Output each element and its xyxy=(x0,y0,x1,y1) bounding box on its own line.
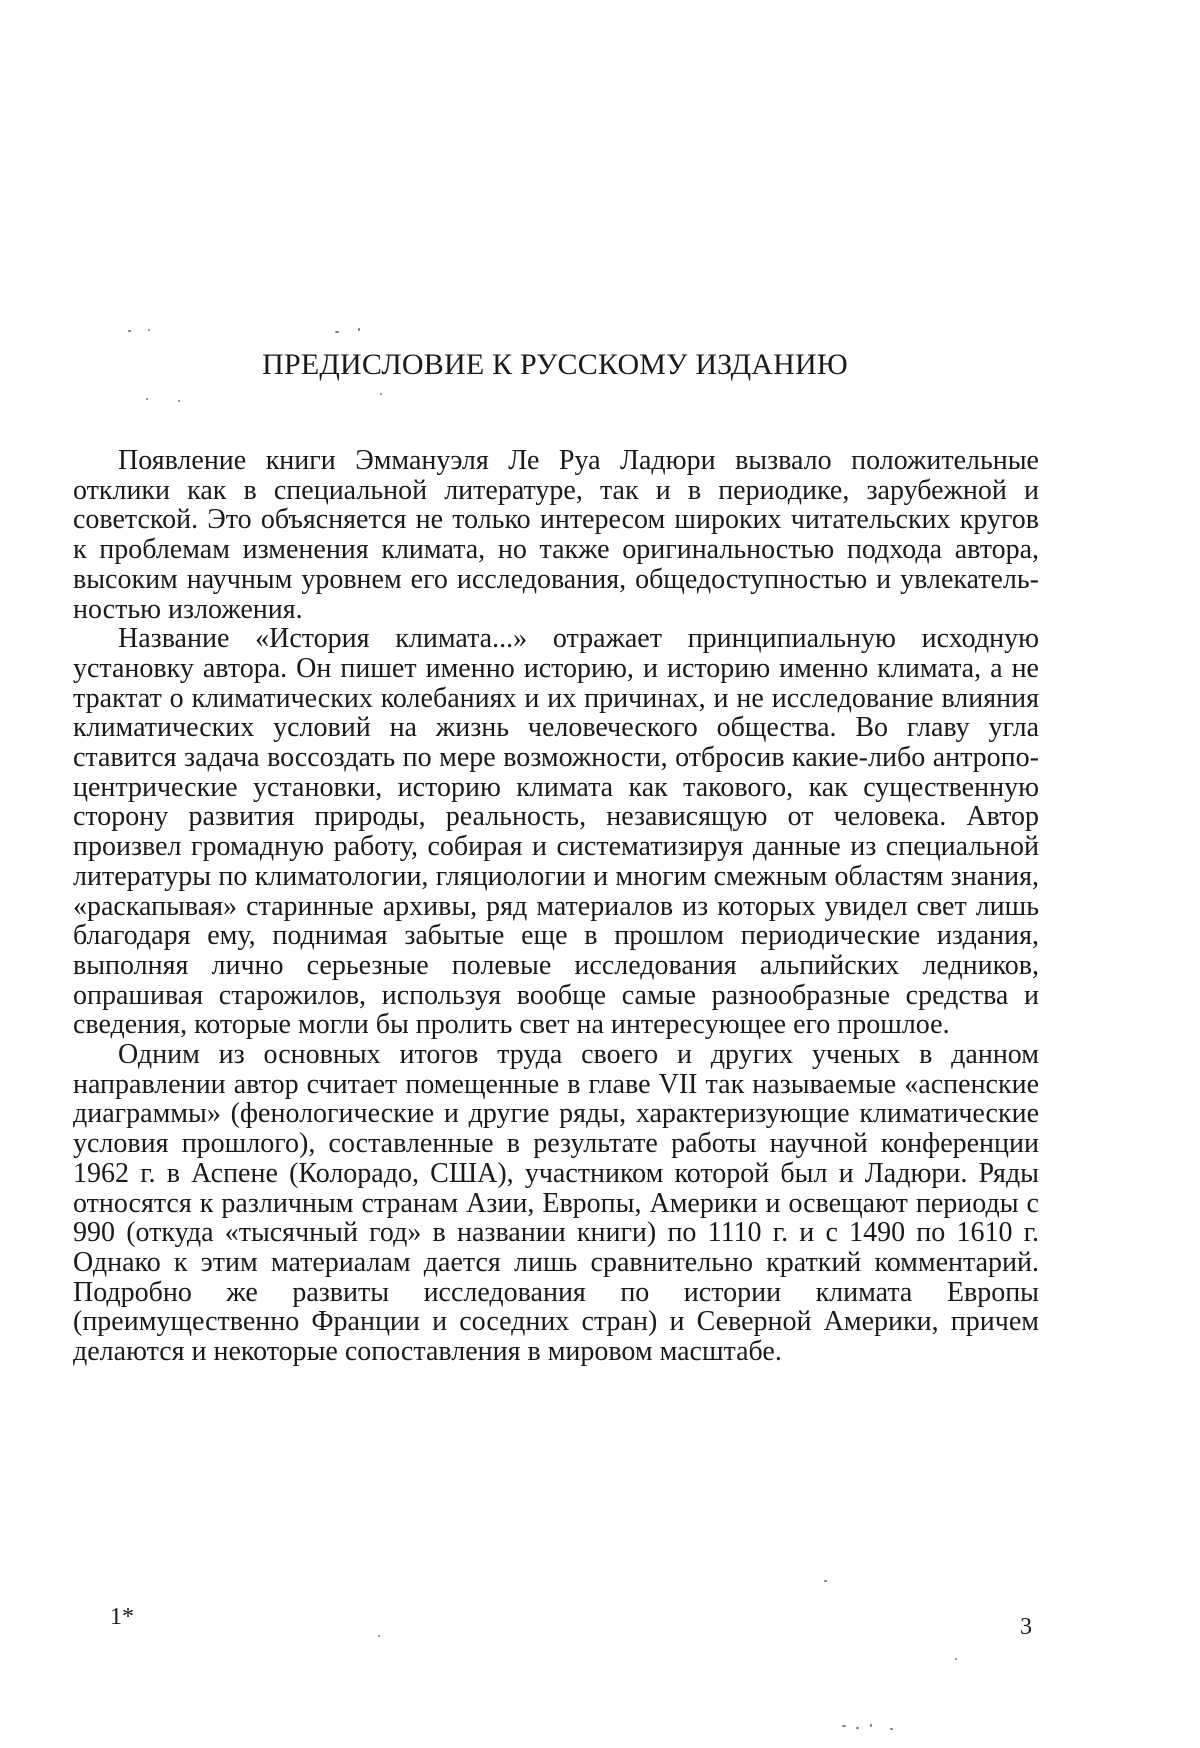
scan-speck xyxy=(856,1727,859,1729)
scan-speck xyxy=(842,1725,846,1727)
scan-speck xyxy=(870,1724,872,1727)
scan-speck xyxy=(358,328,360,331)
paragraph-3: Одним из основных итогов труда своего и других ученых в дан­ном направлении автор считает помещенные в главе VII так называемые «аспенские диаграммы» (фенологические и другие ряды, характеризующие климатические условия прошлого), соста­вленные в результате работы научной конференции 1962 г. в Аспене (Колорадо, США), участником которой был и Ладюри. Ряды относятся к различным странам Азии, Европы, Америки и освещают периоды с 990 (откуда «тысячный год» в названии книги) по 1110 г. и с 1490 по 1610 г. Однако к этим материалам дается лишь сравнительно краткий комментарий. Подробно же развиты исследования по истории климата Европы (преимущественно Франции и соседних стран) и Северной Америки, причем делаются и некоторые сопоставления в мировом масштабе. xyxy=(73,1040,1039,1367)
body-text xyxy=(73,446,1039,1367)
page-title: ПРЕДИСЛОВИЕ К РУССКОМУ ИЗДАНИЮ xyxy=(150,348,960,382)
scan-speck xyxy=(335,331,339,333)
scan-speck xyxy=(955,1658,957,1660)
book-page xyxy=(0,0,1200,1748)
scan-speck xyxy=(146,398,148,400)
scan-speck xyxy=(148,329,150,331)
scan-speck xyxy=(128,330,131,332)
scan-speck xyxy=(378,1635,380,1637)
paragraph-2: Название «История климата...» отражает принципиальную исходную установку автора. Он пишет именно историю, и историю именно климата, а не трактат о климатических колебаниях и их причинах, и не исследование влияния климатических условий на жизнь человеческого общества. Во главу угла ставится задача воссоздать по мере возможности, отбросив какие-либо антропо­центрические установки, историю климата как такового, как суще­ственную сторону развития природы, реальность, независящую от человека. Автор произвел громадную работу, собирая и системати­зируя данные из специальной литературы по климатологии, гля­циологии и многим смежным областям знания, «раскапывая» ста­ринные архивы, ряд материалов из которых увидел свет лишь благодаря ему, поднимая забытые еще в прошлом периодические издания, выполняя лично серьезные полевые исследования аль­пийских ледников, опрашивая старожилов, используя вообще са­мые разнообразные средства и сведения, которые могли бы про­лить свет на интересующее его прошлое. xyxy=(73,624,1039,1040)
paragraph-1: Появление книги Эммануэля Ле Руа Ладюри вызвало поло­жительные отклики как в специальной литературе, так и в перио­дике, зарубежной и советской. Это объясняется не только инте­ресом широких читательских кругов к проблемам изменения климата, но также оригинальностью подхода автора, высоким науч­ным уровнем его исследования, общедоступностью и увлекатель­ностью изложения. xyxy=(73,446,1039,624)
scan-speck xyxy=(380,393,382,395)
scan-speck xyxy=(824,1580,827,1582)
signature-mark: 1* xyxy=(110,1604,134,1631)
page-number: 3 xyxy=(1020,1614,1032,1641)
scan-speck xyxy=(890,1728,893,1730)
scan-speck xyxy=(178,400,180,402)
